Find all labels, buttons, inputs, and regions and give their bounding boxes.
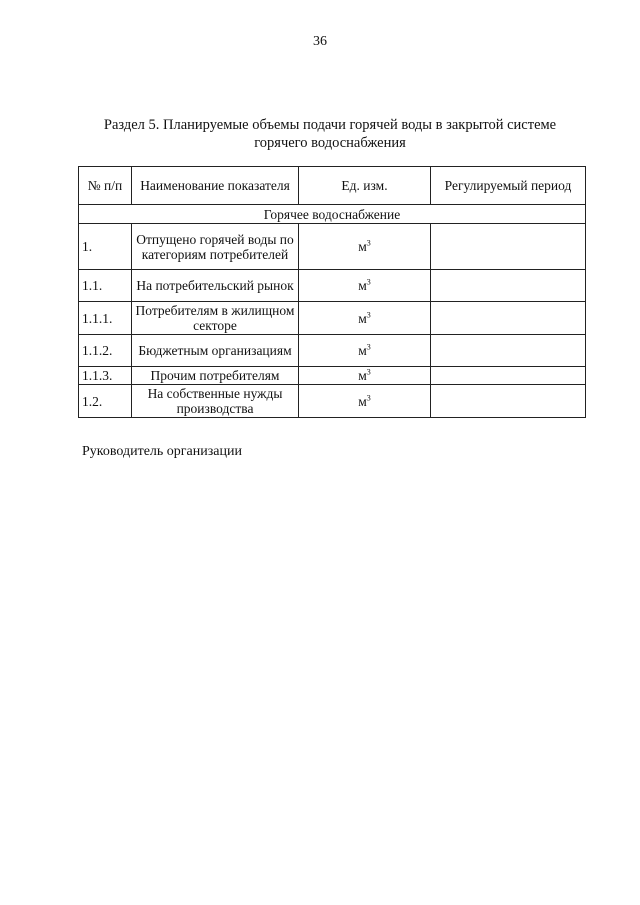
table-row — [79, 224, 586, 270]
header-num: № п/п — [79, 167, 132, 205]
unit-base: м — [358, 343, 367, 358]
row-unit — [299, 385, 431, 418]
row-period — [431, 302, 586, 335]
header-unit: Ед. изм. — [299, 167, 431, 205]
group-label: Горячее водоснабжение — [79, 205, 586, 224]
row-unit — [299, 367, 431, 385]
row-name: На собственные нужды производства — [132, 385, 299, 418]
unit-base: м — [358, 239, 367, 254]
hot-water-volume-table — [78, 166, 586, 418]
row-name: Прочим потребителям — [132, 367, 299, 385]
table-row — [79, 270, 586, 302]
row-period — [431, 367, 586, 385]
section-title-line1: Раздел 5. Планируемые объемы подачи горячей воды в закрытой системе — [103, 117, 557, 133]
row-num: 1.1.3. — [79, 367, 132, 385]
unit-base: м — [358, 368, 367, 383]
row-period — [431, 335, 586, 367]
group-row — [79, 205, 586, 224]
row-num: 1.1.2. — [79, 335, 132, 367]
table-header-row — [79, 167, 586, 205]
row-unit — [299, 302, 431, 335]
table-row — [79, 335, 586, 367]
row-unit — [299, 270, 431, 302]
unit-base: м — [358, 278, 367, 293]
unit-exp: 3 — [366, 277, 371, 287]
row-name: Бюджетным организациям — [132, 335, 299, 367]
unit-exp: 3 — [366, 310, 371, 319]
section-title-line2: горячего водоснабжения — [254, 135, 406, 151]
section-title — [70, 116, 590, 152]
row-name: Отпущено горячей воды по категориям потребителей — [132, 224, 299, 270]
row-num: 1.1.1. — [79, 302, 132, 335]
unit-exp: 3 — [366, 367, 371, 377]
unit-exp: 3 — [366, 342, 371, 352]
row-num: 1.2. — [79, 385, 132, 418]
row-unit — [299, 335, 431, 367]
unit-exp: 3 — [366, 238, 371, 248]
table-row — [79, 385, 586, 418]
table-row — [79, 367, 586, 385]
row-num: 1. — [79, 224, 132, 270]
table-row — [79, 302, 586, 335]
row-period — [431, 224, 586, 270]
page-number: 36 — [313, 34, 327, 49]
unit-base: м — [358, 393, 367, 409]
row-name: Потребителям в жилищном секторе — [132, 302, 299, 335]
row-period — [431, 270, 586, 302]
signature-label: Руководитель организации — [82, 444, 242, 459]
row-name: На потребительский рынок — [132, 270, 299, 302]
row-num: 1.1. — [79, 270, 132, 302]
header-period: Регулируемый период — [431, 167, 586, 205]
row-period — [431, 385, 586, 418]
unit-exp: 3 — [366, 393, 371, 402]
row-unit — [299, 224, 431, 270]
header-name: Наименование показателя — [132, 167, 299, 205]
unit-base: м — [358, 310, 367, 326]
